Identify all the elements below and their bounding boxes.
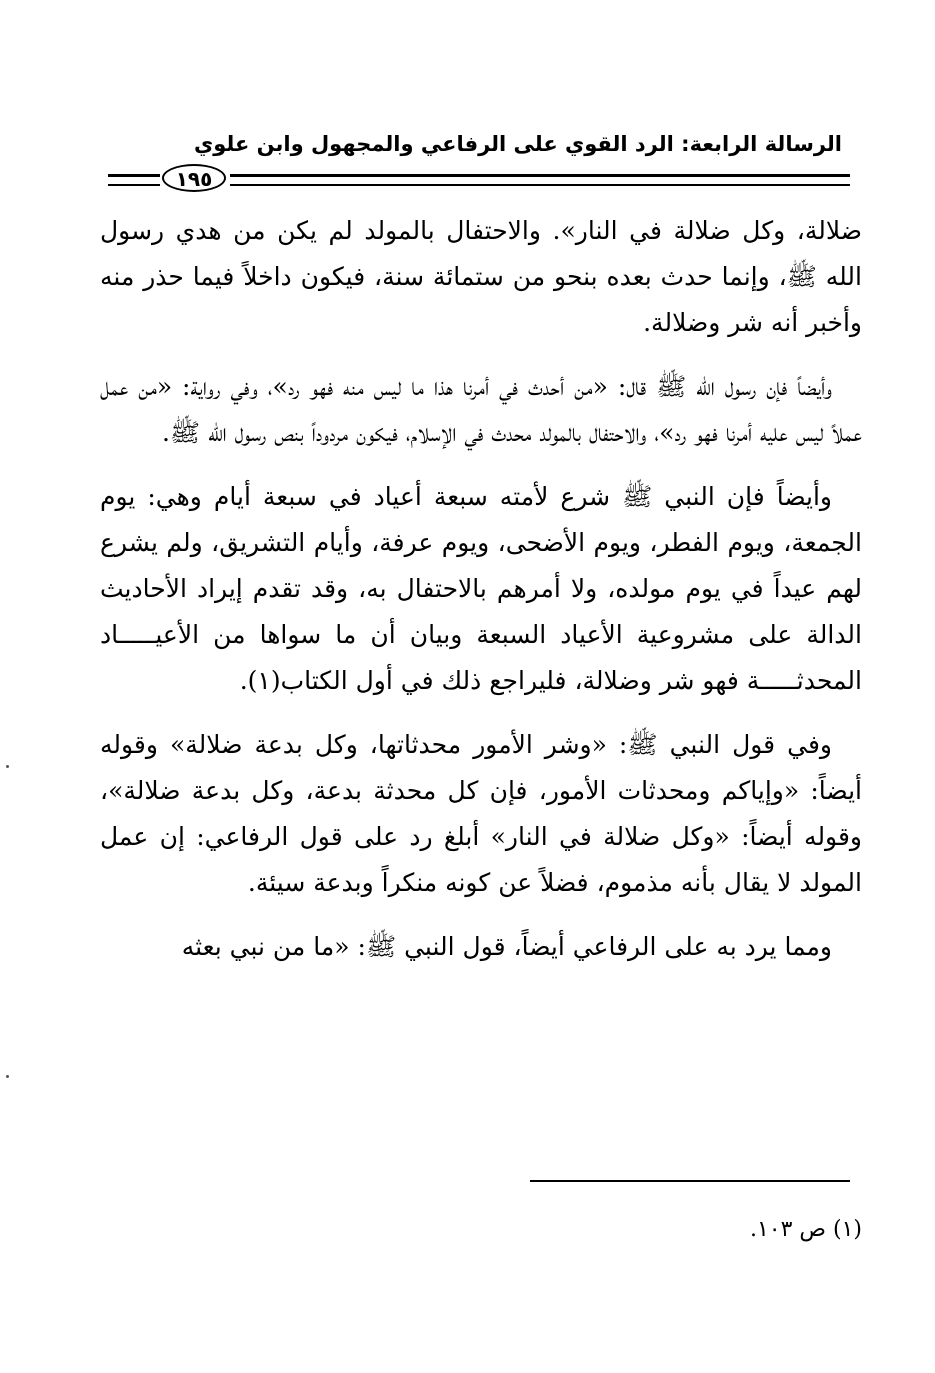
paragraph-5: ومما يرد به على الرفاعي أيضاً، قول النبي ﷺ: «ما من نبي بعثه [181, 932, 832, 961]
header-rule [108, 163, 850, 195]
footnote: (١) ص ١٠٣. [749, 1217, 862, 1242]
main-text [100, 208, 862, 988]
footnote-separator [530, 1180, 850, 1182]
page-number: ١٩٥ [162, 164, 226, 192]
paragraph-1: ضلالة، وكل ضلالة في النار». والاحتفال بالمولد لم يكن من هدي رسول الله ﷺ، وإنما حدث بعده بنحو من ستمائة سنة، فيكون داخلاً فيما حذر منه وأخبر أنه شر وضلالة. [100, 216, 862, 337]
scan-speck [6, 765, 9, 768]
paragraph-4: وفي قول النبي ﷺ: «وشر الأمور محدثاتها، وكل بدعة ضلالة» وقوله أيضاً: «وإياكم ومحدثات الأمور، فإن كل محدثة بدعة، وكل بدعة ضلالة»، وقوله أيضاً: «وكل ضلالة في النار» أبلغ رد على قول الرفاعي: إن عمل المولد لا يقال بأنه مذموم، فضلاً عن كونه منكراً وبدعة سيئة. [100, 730, 862, 897]
running-header: الرسالة الرابعة: الرد القوي على الرفاعي والمجهول وابن علوي [193, 132, 842, 156]
paragraph-3: وأيضاً فإن النبي ﷺ شرع لأمته سبعة أعياد في سبعة أيام وهي: يوم الجمعة، ويوم الفطر، ويوم الأضحى، ويوم عرفة، وأيام التشريق، ولم يشرع لهم عيداً في يوم مولده، ولا أمرهم بالاحتفال به، وقد تقدم إيراد الأحاديث الدالة على مشروعية الأعياد السبعة وبيان أن ما سواها من الأعيـــــاد المحدثـــــة فهو شر وضلالة، فليراجع ذلك في أول الكتاب(١). [100, 482, 862, 695]
header-rule-left [108, 174, 160, 186]
scan-speck [6, 1075, 9, 1078]
header-rule-right [230, 174, 850, 186]
paragraph-2: وأيضاً فإن رسول الله ﷺ قال: «من أحدث في أمرنا هذا ما ليس منه فهو رد»، وفي رواية: «من عمل عملاً ليس عليه أمرنا فهو رد»، والاحتفال بالمولد محدث في الإسلام، فيكون مردوداً بنص رسول الله ﷺ. [100, 372, 862, 447]
